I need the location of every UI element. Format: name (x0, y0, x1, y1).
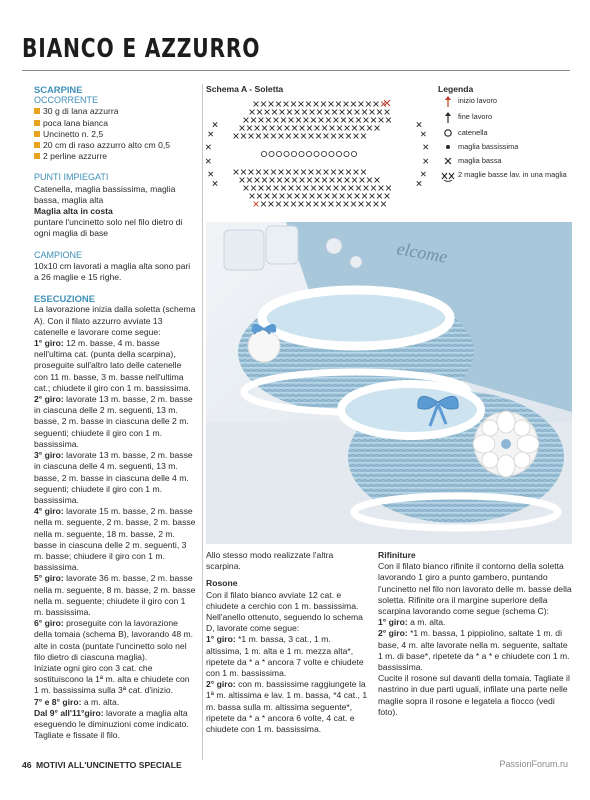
stitch-mark (294, 134, 299, 139)
schema-title: Schema A - Soletta (206, 84, 284, 94)
stitch-mark (234, 170, 239, 175)
stitch-mark (359, 202, 364, 207)
stitch-mark (362, 194, 367, 199)
stitch-mark (307, 126, 312, 131)
chain-mark (321, 151, 326, 156)
giro-paragraph: 1° giro: a m. alta. (378, 617, 446, 628)
stitch-mark (276, 202, 281, 207)
stitch-mark (272, 110, 277, 115)
right-column (378, 550, 572, 718)
title-divider (22, 70, 570, 71)
dot-icon (443, 142, 453, 152)
chain-mark (329, 151, 334, 156)
stitch-mark (256, 170, 261, 175)
stitch-mark (302, 194, 307, 199)
stitch-mark (311, 118, 316, 123)
stitch-mark (247, 126, 252, 131)
stitch-mark (359, 102, 364, 107)
stitch-mark (285, 178, 290, 183)
stitch-mark (311, 186, 316, 191)
stitch-mark (366, 202, 371, 207)
stitch-mark (299, 202, 304, 207)
stitch-mark (360, 126, 365, 131)
stitch-mark (379, 186, 384, 191)
chain-mark (269, 151, 274, 156)
campione-text: 10x10 cm lavorati a maglia alta sono pari a 26 maglie e 15 righe. (34, 260, 191, 283)
stitch-mark (352, 126, 357, 131)
stitch-mark (385, 194, 390, 199)
stitch-mark (206, 145, 210, 149)
stitch-mark (286, 134, 291, 139)
stitch-mark (386, 186, 391, 191)
esecuzione-title: ESECUZIONE (34, 293, 95, 305)
stitch-mark (377, 110, 382, 115)
stitch-mark (352, 178, 357, 183)
cross-icon (443, 156, 453, 166)
giro-paragraph: 3° giro: lavorate 13 m. basse, 2 m. basse in ciascuna delle 4 m. seguenti, 13 m. basse, 2 m. basse in ciascuna delle 4 m. seguenti; chiudete il giro con 1 m. bassissima. (34, 450, 193, 505)
stitch-mark (315, 178, 320, 183)
stitch-mark (284, 102, 289, 107)
end-arrow-icon (443, 112, 453, 124)
stitch-mark (314, 202, 319, 207)
stitch-mark (304, 186, 309, 191)
maglia-costa-text: puntare l'uncinetto solo nel filo dietro di ogni maglia di base (34, 217, 183, 239)
stitch-mark (355, 194, 360, 199)
giro-paragraph: 6° giro: proseguite con la lavorazione della tomaia (schema B), lavorando 48 m. alte in costa (puntate l'uncinetto solo nel filo dietro di ciascuna maglia). (34, 618, 194, 662)
rifiniture-text: Con il filato bianco rifinite il contorno della soletta lavorando 1 giro a punto gambero, puntando l'uncinetto nel filo non lavorato delle m. basse della soletta. Rifinite ora il margine superiore della scarpina lavorando come segue (schema C): (378, 561, 572, 617)
stitch-mark (309, 134, 314, 139)
stitch-mark (254, 202, 259, 207)
materials-list (34, 106, 196, 162)
stitch-mark (269, 202, 274, 207)
stitch-mark (254, 102, 259, 107)
stitch-mark (371, 186, 376, 191)
stitch-mark (319, 186, 324, 191)
stitch-mark (289, 118, 294, 123)
material-item: 20 cm di raso azzurro alto cm 0,5 (34, 140, 196, 151)
chain-mark (351, 151, 356, 156)
closing-text: Tagliate e fissate il filo. (34, 730, 120, 741)
stitch-mark (301, 134, 306, 139)
stitch-mark (213, 122, 217, 126)
giro-paragraph: 2° giro: con m. bassissime raggiungete la 1ª m. altissima e lav. 1 m. bassa, *4 cat., 1 m. bassa sulla m. altissima seguente*, ripetete da * a * ancora 6 volte, 4 cat. e chiudete con 1 m. bassissima. (206, 679, 368, 735)
stitch-mark (264, 170, 269, 175)
magazine-name: MOTIVI ALL'UNCINETTO SPECIALE (35, 760, 182, 770)
chain-mark (291, 151, 296, 156)
stitch-mark (349, 186, 354, 191)
stitch-mark (319, 118, 324, 123)
stitch-mark (385, 110, 390, 115)
stitch-mark (345, 126, 350, 131)
middle-column (206, 550, 368, 735)
legend-item: fine lavoro (438, 112, 578, 124)
stitch-mark (241, 170, 246, 175)
stitch-mark (332, 110, 337, 115)
stitch-mark (274, 118, 279, 123)
stitch-mark (354, 170, 359, 175)
stitch-mark (284, 202, 289, 207)
stitch-mark (289, 186, 294, 191)
stitch-mark (316, 134, 321, 139)
stitch-mark (334, 118, 339, 123)
stitch-mark (330, 126, 335, 131)
stitch-mark (272, 194, 277, 199)
stitch-mark (301, 170, 306, 175)
stitch-mark (262, 178, 267, 183)
chain-mark (314, 151, 319, 156)
stitch-mark (421, 172, 425, 176)
stitch-mark (292, 126, 297, 131)
stitch-mark (361, 170, 366, 175)
stitch-mark (269, 102, 274, 107)
stitch-mark (249, 134, 254, 139)
stitch-mark (285, 126, 290, 131)
stitch-mark (240, 178, 245, 183)
stitch-mark (356, 186, 361, 191)
stitch-mark (257, 110, 262, 115)
rosone-title: Rosone (206, 578, 238, 589)
stitch-mark (280, 110, 285, 115)
left-column (34, 84, 196, 741)
stitch-mark (276, 102, 281, 107)
stitch-mark (374, 102, 379, 107)
stitch-mark (244, 118, 249, 123)
material-item: Uncinetto n. 2,5 (34, 129, 196, 140)
chain-mark (276, 151, 281, 156)
stitch-mark (316, 170, 321, 175)
page-footer (22, 760, 182, 770)
stitch-mark (370, 110, 375, 115)
stitch-mark (423, 145, 427, 149)
page-number: 46 (22, 760, 32, 770)
stitch-mark (309, 170, 314, 175)
chain-mark (336, 151, 341, 156)
stitch-mark (255, 178, 260, 183)
giro-paragraph: 7° e 8° giro: a m. alta. (34, 696, 120, 707)
stitch-mark (321, 202, 326, 207)
stitch-mark (296, 118, 301, 123)
stitch-mark (417, 122, 421, 126)
stitch-mark (356, 118, 361, 123)
stitch-mark (331, 170, 336, 175)
stitch-mark (322, 178, 327, 183)
rosone-text: Con il filato bianco avviate 12 cat. e chiudete a cerchio con 1 m. bassissima. Nell'anello ottenuto, seguendo lo schema D, lavorate come segue: (206, 589, 363, 634)
stitch-mark (317, 110, 322, 115)
stitch-mark (292, 178, 297, 183)
giro-paragraph: 1° giro: 12 m. basse, 4 m. basse nell'ultima cat. (punta della scarpina), proseguite sull'altro lato delle catenelle con 11 m. basse, 3 m. basse nell'ultima cat.; chiudete il giro con 1 m. bassissima. (34, 338, 191, 393)
giro-paragraph: 1° giro: *1 m. bassa, 3 cat., 1 m. altissima, 1 m. alta e 1 m. mezza alta*, ripetete da * a * ancora 7 volte e chiudete con 1 m. bassissima. (206, 634, 364, 679)
stitch-mark (386, 118, 391, 123)
material-item: 30 g di lana azzurra (34, 106, 196, 117)
finishing-text: Cucite il rosone sul davanti della tomaia. Tagliate il nastrino in due parti uguali, infilate una parte nelle maglie sopra il rosone e legatela a fiocco (vedi foto). (378, 673, 570, 717)
stitch-mark (315, 126, 320, 131)
giro-paragraph: 4° giro: lavorate 15 m. basse, 2 m. basse nella m. seguente, 2 m. basse, 2 m. basse nella m. seguente, 18 m. basse, 2 m. basse in ciascuna delle 2 m. seguenti, 3 m. basse; chiudere il giro con 1 m. bassissima. (34, 506, 196, 573)
stitch-mark (287, 110, 292, 115)
material-item: 2 perline azzurre (34, 151, 196, 162)
stitch-mark (322, 126, 327, 131)
campione-title: CAMPIONE (34, 249, 83, 260)
stitch-mark (286, 170, 291, 175)
esecuzione-intro: La lavorazione inizia dalla soletta (schema A). Con il filato azzurro avviate 13 catenelle e lavorare come segue: (34, 304, 196, 337)
stitch-mark (265, 110, 270, 115)
stitch-mark (280, 194, 285, 199)
stitch-mark (354, 134, 359, 139)
stitch-mark (341, 186, 346, 191)
stitch-mark (247, 178, 252, 183)
stitch-mark (208, 172, 212, 176)
stitch-mark (306, 202, 311, 207)
crochet-chart-marks (206, 100, 428, 206)
stitch-mark (364, 118, 369, 123)
stitch-mark (374, 202, 379, 207)
giro-paragraph: 2° giro: *1 m. bassa, 1 pippiolino, saltate 1 m. di base, 4 m. alte lavorate nella m. seguente, saltate 1 m. di base*, ripetete da * a * e chiudete con 1 m. bassissima. (378, 628, 570, 673)
stitch-mark (240, 126, 245, 131)
stitch-mark (324, 170, 329, 175)
stitch-mark (417, 181, 421, 185)
stitch-mark (381, 202, 386, 207)
stitch-mark (321, 102, 326, 107)
legend-item: catenella (438, 128, 578, 138)
maglia-costa-title: Maglia alta in costa (34, 206, 113, 217)
stitch-mark (337, 178, 342, 183)
stitch-mark (367, 126, 372, 131)
stitch-mark (345, 178, 350, 183)
chain-mark (344, 151, 349, 156)
start-arrow-icon (443, 96, 453, 108)
stitch-mark (370, 194, 375, 199)
booties-photo (206, 222, 572, 544)
stitch-mark (355, 110, 360, 115)
stitch-mark (332, 194, 337, 199)
stitch-mark (259, 186, 264, 191)
stitch-mark (271, 134, 276, 139)
giro-paragraph: 5° giro: lavorate 36 m. basse, 2 m. basse nella m. seguente, 8 m. basse, 2 m. basse nella m. seguente; chiudete il giro con 1 m. bassissima. (34, 573, 196, 617)
stitch-mark (364, 186, 369, 191)
watermark: PassionForum.ru (499, 759, 568, 769)
stitch-mark (317, 194, 322, 199)
stitch-mark (291, 102, 296, 107)
stitch-mark (379, 118, 384, 123)
stitch-mark (274, 186, 279, 191)
stitch-mark (271, 170, 276, 175)
stitch-mark (261, 202, 266, 207)
stitch-mark (362, 110, 367, 115)
stitch-mark (421, 132, 425, 136)
stitch-mark (366, 102, 371, 107)
punti-text: Catenella, maglia bassissima, maglia bassa, maglia alta (34, 183, 176, 205)
stitch-mark (277, 178, 282, 183)
stitch-mark (300, 126, 305, 131)
stitch-mark (339, 134, 344, 139)
chain-mark (306, 151, 311, 156)
page-title: BIANCO E AZZURRO (22, 34, 261, 64)
stitch-mark (314, 102, 319, 107)
stitch-mark (244, 186, 249, 191)
stitch-mark (294, 170, 299, 175)
legend-item: maglia bassissima (438, 142, 578, 152)
stitch-mark (329, 202, 334, 207)
giro-paragraph: 2° giro: lavorate 13 m. basse, 2 m. basse in ciascuna delle 2 m. seguenti, 13 m. basse, 2 m. basse in ciascuna delle 2 m. seguenti; chiudete il giro con 1 m. bassissima. (34, 394, 193, 449)
stitch-mark (270, 126, 275, 131)
stitch-mark (360, 178, 365, 183)
stitch-mark (296, 186, 301, 191)
stitch-mark (325, 110, 330, 115)
stitch-mark (344, 202, 349, 207)
mid-intro: Allo stesso modo realizzate l'altra scarpina. (206, 550, 334, 572)
stitch-mark (423, 159, 427, 163)
stitch-mark (251, 118, 256, 123)
stitch-mark (330, 178, 335, 183)
chain-mark (261, 151, 266, 156)
stitch-mark (375, 178, 380, 183)
stitch-mark (241, 134, 246, 139)
giro-paragraph: Dal 9° all'11°giro: lavorate a maglia alta eseguendo le diminuzioni come indicato. (34, 707, 189, 729)
stitch-mark (295, 194, 300, 199)
stitch-mark (307, 178, 312, 183)
stitch-mark (375, 126, 380, 131)
stitch-mark (377, 194, 382, 199)
stitch-mark (299, 102, 304, 107)
note-text: Iniziate ogni giro con 3 cat. che sostituiscono la 1ª m. alta e chiudete con 1 m. bassissima sulla 3ª cat. d'inizio. (34, 662, 190, 696)
stitch-mark (266, 186, 271, 191)
stitch-mark (349, 118, 354, 123)
stitch-mark (347, 110, 352, 115)
section-title-scarpine: SCARPINE (34, 84, 83, 95)
stitch-mark (326, 118, 331, 123)
stitch-mark (300, 178, 305, 183)
stitch-mark (344, 102, 349, 107)
stitch-mark (255, 126, 260, 131)
stitch-mark (351, 202, 356, 207)
occorrente-title: OCCORRENTE (34, 95, 99, 106)
stitch-mark (346, 170, 351, 175)
stitch-mark (326, 186, 331, 191)
stitch-mark (347, 194, 352, 199)
stitch-mark (251, 186, 256, 191)
stitch-mark (295, 110, 300, 115)
circle-icon (443, 128, 453, 138)
stitch-mark (206, 159, 210, 163)
stitch-mark (336, 102, 341, 107)
stitch-mark (259, 118, 264, 123)
stitch-mark (310, 194, 315, 199)
stitch-mark (277, 126, 282, 131)
legend-item: 2 maglie basse lav. in una maglia (438, 170, 578, 182)
stitch-mark (287, 194, 292, 199)
legend-title: Legenda (438, 84, 474, 94)
stitch-mark (257, 194, 262, 199)
stitch-mark (264, 134, 269, 139)
stitch-mark (304, 118, 309, 123)
stitch-mark (265, 194, 270, 199)
rifiniture-title: Rifiniture (378, 550, 416, 560)
stitch-mark (361, 134, 366, 139)
stitch-mark (331, 134, 336, 139)
stitch-mark (234, 134, 239, 139)
stitch-mark (306, 102, 311, 107)
stitch-mark (208, 132, 212, 136)
stitch-mark (261, 102, 266, 107)
material-item: poca lana bianca (34, 118, 196, 129)
stitch-mark (341, 118, 346, 123)
stitch-mark (249, 170, 254, 175)
double-cross-icon (441, 170, 455, 182)
stitch-mark (279, 134, 284, 139)
stitch-mark (367, 178, 372, 183)
stitch-mark (213, 181, 217, 185)
stitch-mark (250, 110, 255, 115)
stitch-mark (250, 194, 255, 199)
stitch-mark (324, 134, 329, 139)
stitch-mark (336, 202, 341, 207)
stitch-mark (381, 102, 386, 107)
stitch-mark (310, 110, 315, 115)
schema-a-diagram (206, 96, 432, 212)
stitch-mark (339, 170, 344, 175)
stitch-mark (291, 202, 296, 207)
stitch-mark (266, 118, 271, 123)
stitch-mark (256, 134, 261, 139)
stitch-mark (334, 186, 339, 191)
stitch-mark (279, 170, 284, 175)
chain-mark (299, 151, 304, 156)
stitch-mark (340, 194, 345, 199)
stitch-mark (340, 110, 345, 115)
stitch-mark (281, 118, 286, 123)
stitch-mark (302, 110, 307, 115)
legend-item: maglia bassa (438, 156, 578, 166)
stitch-mark (270, 178, 275, 183)
card-text: elcome (395, 238, 449, 267)
stitch-mark (337, 126, 342, 131)
stitch-mark (281, 186, 286, 191)
stitch-mark (262, 126, 267, 131)
column-divider (202, 84, 203, 760)
chain-mark (284, 151, 289, 156)
legend (438, 96, 578, 186)
stitch-mark (325, 194, 330, 199)
stitch-mark (329, 102, 334, 107)
stitch-mark (346, 134, 351, 139)
stitch-mark (371, 118, 376, 123)
stitch-mark (351, 102, 356, 107)
legend-item: inizio lavoro (438, 96, 578, 108)
punti-title: PUNTI IMPIEGATI (34, 172, 109, 183)
